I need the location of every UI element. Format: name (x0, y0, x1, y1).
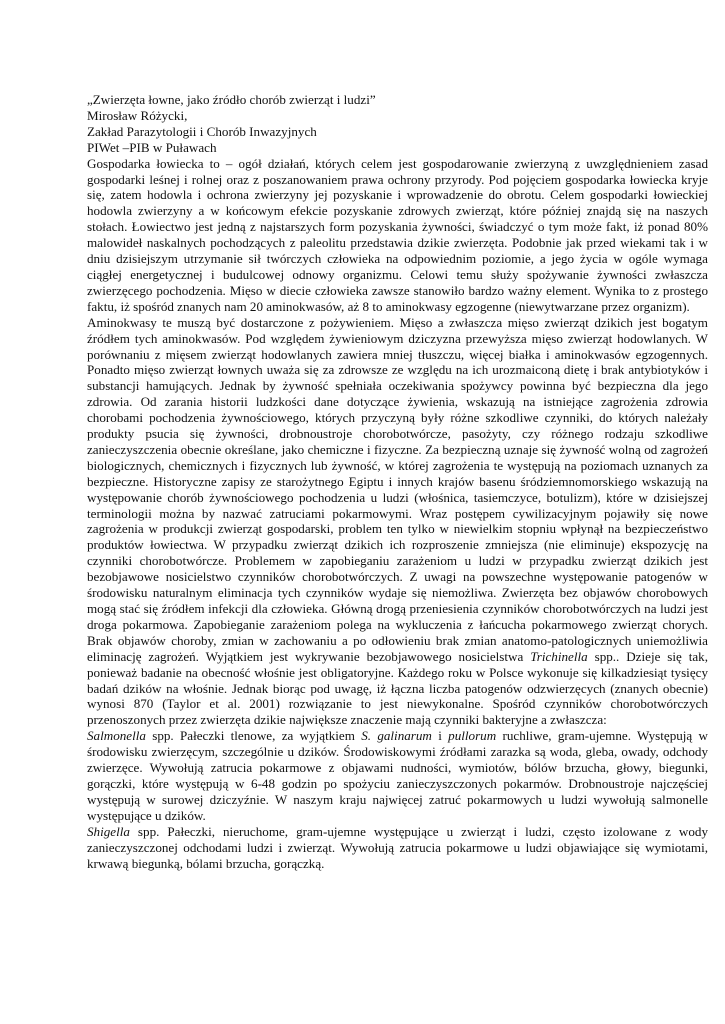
salmonella-text-b: i (438, 728, 442, 744)
pullorum-term: pullorum (448, 728, 497, 744)
document-title: „Zwierzęta łowne, jako źródło chorób zwierząt i ludzi” (87, 92, 376, 107)
salmonella-text-c: ruchliwe, gram-ujemne. Występują w środowisku zwierzęcym, szczególnie u dzików. Środowiskowymi źródłami zarazka są woda, gleba, owady, odchody zwierzęce. Wywołują zatrucia pokarmowe z objawami nudności, wymiotów, bólów brzucha, głowy, biegunki, gorączki, które występują w 6-48 godzin po spożyciu zanieczyszczonych pokarmów. Drobnoustroje najczęściej występują w surowej dziczyźnie. W naszym kraju najwięcej zatruć pokarmowych u ludzi wywołują salmonelle występujące u dzików. (87, 728, 709, 823)
paragraph-amino-acids-continued: spp.. Dzieje się tak, ponieważ badanie na obecność włośnie jest obligatoryjne. Każdego roku w Polsce wykonuje się kilkadziesiąt tysięcy badań dzików na włośnie. Jednak biorąc pod uwagę, iż łączna liczba patogenów odzwierzęcych (znanych obecnie) wynosi 870 (Taylor et al. 2001) rozwiązanie to jest niewykonalne. Spośród czynników chorobotwórczych przenoszonych przez zwierzęta dzikie największe znaczenie mają czynniki bakteryjne a zwłaszcza: (87, 648, 708, 728)
shigella-text: spp. Pałeczki, nieruchome, gram-ujemne występujące u zwierząt i ludzi, często izolowane z wody zanieczyszczonej odchodami ludzi i zwierząt. Wywołują zatrucia pokarmowe u ludzi objawiające się wymiotami, krwawą biegunką, bólami brzucha, gorączką. (87, 823, 708, 871)
salmonella-text-a: spp. Pałeczki tlenowe, za wyjątkiem (152, 728, 355, 744)
institute-name: PIWet –PIB w Puławach (87, 139, 217, 155)
trichinella-term: Trichinella (530, 648, 588, 664)
department-name: Zakład Parazytologii i Chorób Inwazyjnych (87, 123, 317, 139)
salmonella-term: Salmonella (87, 728, 146, 744)
paragraph-salmonella (87, 728, 708, 823)
author-name: Mirosław Różycki, (87, 107, 188, 123)
shigella-term: Shigella (87, 823, 130, 839)
paragraph-amino-acids (87, 315, 708, 729)
paragraph-shigella (87, 824, 708, 872)
document-page (87, 92, 708, 871)
paragraph-hunting-economy: Gospodarka łowiecka to – ogół działań, których celem jest gospodarowanie zwierzyną z uwzględnieniem zasad gospodarki leśnej i rolnej oraz z poszanowaniem prawa ochrony przyrody. Pod pojęciem gospodarka łowiecka kryje się, zatem hodowla i ochrona zwierzyny jej pozyskanie i wprowadzenie do obrotu. Celem gospodarki łowieckiej hodowla zwierzyny a w końcowym efekcie pozyskanie zdrowych zwierząt, które później znajdą się na naszych stołach. Łowiectwo jest jedną z najstarszych form pozyskania żywności, świadczyć o tym może fakt, iż ponad 80% malowideł naskalnych pochodzących z paleolitu przedstawia dzikie zwierzęta. Podobnie jak przed wiekami tak i w dniu dzisiejszym utrzymanie sił twórczych człowieka na odpowiednim poziomie, a jego życia w ogóle wymaga ciągłej energetycznej i budulcowej odnowy organizmu. Celowi temu służy spożywanie żywności zwłaszcza zwierzęcego pochodzenia. Mięso w diecie człowieka zawsze stanowiło bardzo ważny element. Wynika to z prostego faktu, iż spośród znanych nam 20 aminokwasów, aż 8 to aminokwasy egzogenne (niewytwarzane przez organizm). (87, 155, 708, 314)
s-galinarum-term: S. galinarum (361, 728, 432, 744)
paragraph-amino-acids-text: Aminokwasy te muszą być dostarczone z pożywieniem. Mięso a zwłaszcza mięso zwierząt dzikich jest bogatym źródłem tych aminokwasów. Pod względem żywieniowym dziczyzna przewyższa mięso zwierząt hodowlanych. W porównaniu z mięsem zwierząt hodowlanych zawiera mniej tłuszczu, więcej białka i aminokwasów egzogennych. Ponadto mięso zwierząt łownych uważa się za zdrowsze ze względu na ich urozmaiconą dietę i brak antybiotyków i substancji hamujących. Jednak by żywność spełniała oczekiwania spożywcy powinna być bezpieczna dla jego zdrowia. Od zarania historii ludzkości dane dotyczące żywienia, wskazują na istniejące zagrożenia zdrowia chorobami pochodzenia żywnościowego, których przyczyną były różne szkodliwe czynniki, do których należały produkty psucia się żywności, drobnoustroje chorobotwórcze, pasożyty, czy różnego rodzaju szkodliwe zanieczyszczenia obecnie określane, jako chemiczne i fizyczne. Za bezpieczną uznaje się żywność wolną od zagrożeń biologicznych, chemicznych i fizycznych lub żywność, w której zagrożenia te występują na poziomach uznanych za bezpieczne. Historyczne zapisy ze starożytnego Egiptu i innych krajów basenu śródziemnomorskiego wskazują na występowanie chorób żywnościowego pochodzenia u ludzi (włośnica, tasiemczyce, botulizm), które w dzisiejszej terminologii można by nazwać zatruciami pokarmowymi. Wraz postępem cywilizacyjnym pojawiły się nowe zagrożenia w produkcji zwierząt gospodarski, problem ten tylko w niewielkim stopniu wpłynął na bezpieczeństwo produktów łowiectwa. W przypadku zwierząt dzikich ich rozproszenie zmniejsza (nie eliminuje) ekspozycję na czynniki chorobotwórcze. Problemem w zapobieganiu zarażeniom u ludzi w przypadku zwierząt dzikich jest bezobjawowe nosicielstwo czynników chorobotwórczych. Z uwagi na powszechne występowanie patogenów w środowisku naturalnym eliminacja tych czynników wydaje się niemożliwa. Zwierzęta bez objawów chorobowych mogą stać się źródłem infekcji dla człowieka. Główną drogą przeniesienia czynników chorobotwórczych na ludzi jest droga pokarmowa. Zapobieganie zarażeniom polega na wykluczenia z łańcucha pokarmowego zwierząt chorych. Brak objawów choroby, zmian w zachowaniu a po odłowieniu brak zmian anatomo-patologicznych uniemożliwia eliminację zagrożeń. Wyjątkiem jest wykrywanie bezobjawowego nosicielstwa (87, 314, 708, 664)
